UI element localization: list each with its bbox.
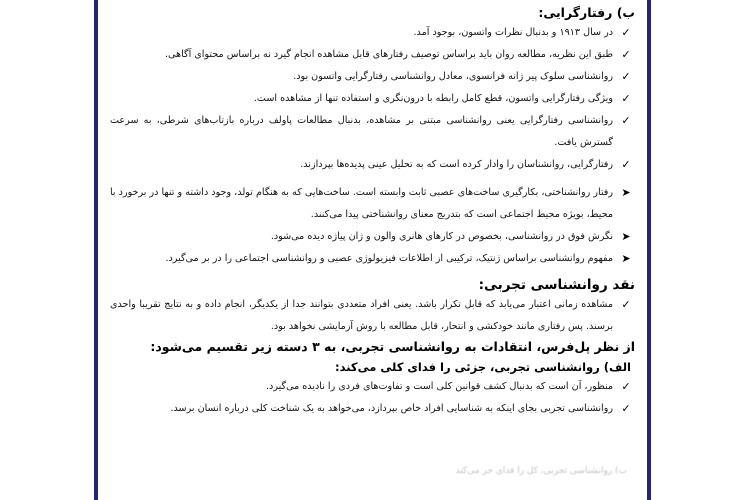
behaviorism-check-list [110, 22, 635, 176]
list-item: ✓ طبق این نظریه، مطالعه روان باید براساس توصیف رفتارهای قابل مشاهده انجام گیرد نه براساس محتوای آگاهی. [110, 44, 635, 66]
behaviorism-arrow-list [110, 182, 635, 270]
critique-heading: نقد روانشناسی تجربی: [478, 277, 635, 293]
list-item: ✓ مشاهده زمانی اعتبار می‌یابد که قابل تکرار باشد. یعنی افراد متعددی بتوانند جدا از یکدیگر، انجام داده و به نتایج تقریبا واحدی برسند. پس رفتاری مانند خودکشی و انتحار، قابل مطالعه با روش آزمایشی نخواهد بود. [110, 294, 635, 338]
list-item: ➤ نگرش فوق در روانشناسی، بخصوص در کارهای هانری والون و ژان پیاژه دیده می‌شود. [110, 226, 635, 248]
list-item: ✓ منظور، آن است که بدنبال کشف قوانین کلی است و تفاوت‌های فردی را نادیده می‌گیرد. [110, 376, 635, 398]
check-icon: ✓ [621, 402, 631, 415]
list-item: ➤ مفهوم روانشناسی براساس ژنتیک، ترکیبی از اطلاعات فیزیولوژی عصبی و روانشناسی اجتماعی را در بر می‌گیرد. [110, 248, 635, 270]
arrow-icon: ➤ [621, 230, 631, 243]
list-item: ➤ رفتار روانشناختی، بکارگیری ساخت‌های عصبی ثابت وابسته است. ساخت‌هایی که به هنگام تولد، وجود داشته و تنها در برخورد با محیط، بویژه محیط اجتماعی است که بتدریج معنای روانشناختی پیدا می‌کنند. [110, 182, 635, 226]
list-item: ✓ رفتارگرایی، روانشناسان را وادار کرده است که به تحلیل عینی پدیده‌ها بپردازند. [110, 154, 635, 176]
arrow-icon: ➤ [621, 252, 631, 265]
check-icon: ✓ [621, 158, 631, 171]
check-icon: ✓ [621, 48, 631, 61]
list-item: ✓ ویژگی رفتارگرایی واتسون، قطع کامل رابطه با درون‌نگری و استفاده تنها از مشاهده است. [110, 88, 635, 110]
list-item: ✓ روانشناسی سلوک پیر ژانه فرانسوی، معادل روانشناسی رفتارگرایی واتسون بود. [110, 66, 635, 88]
check-icon: ✓ [621, 298, 631, 311]
faded-next-heading: ب) روانشناسی تجربی، کل را فدای جز می‌کند [455, 466, 627, 476]
arrow-icon: ➤ [621, 186, 631, 199]
pulfors-subheading: الف) روانشناسی تجربی، جزئی را فدای کلی می‌کند: [334, 360, 631, 374]
list-item: ✓ روانشناسی تجربی بجای اینکه به شناسایی افراد خاص بپردازد، می‌خواهد به یک شناخت کلی درباره انسان برسد. [110, 398, 635, 420]
section-b-heading: ب) رفتارگرایی: [538, 5, 635, 20]
check-icon: ✓ [621, 70, 631, 83]
list-item: ✓ روانشناسی رفتارگرایی یعنی روانشناسی مبتنی بر مشاهده، بدنبال مطالعات پاولف درباره بازتاب‌های شرطی، به سرعت گسترش یافت. [110, 110, 635, 154]
page-content [110, 4, 635, 420]
list-item: ✓ در سال ۱۹۱۳ و بدنبال نظرات واتسون، بوجود آمد. [110, 22, 635, 44]
check-icon: ✓ [621, 26, 631, 39]
check-icon: ✓ [621, 92, 631, 105]
document-page [94, 0, 651, 500]
check-icon: ✓ [621, 114, 631, 127]
pulfors-heading: از نظر پل‌فرس، انتقادات به روانشناسی تجربی، به ۳ دسته زیر تقسیم می‌شود: [150, 339, 635, 354]
check-icon: ✓ [621, 380, 631, 393]
